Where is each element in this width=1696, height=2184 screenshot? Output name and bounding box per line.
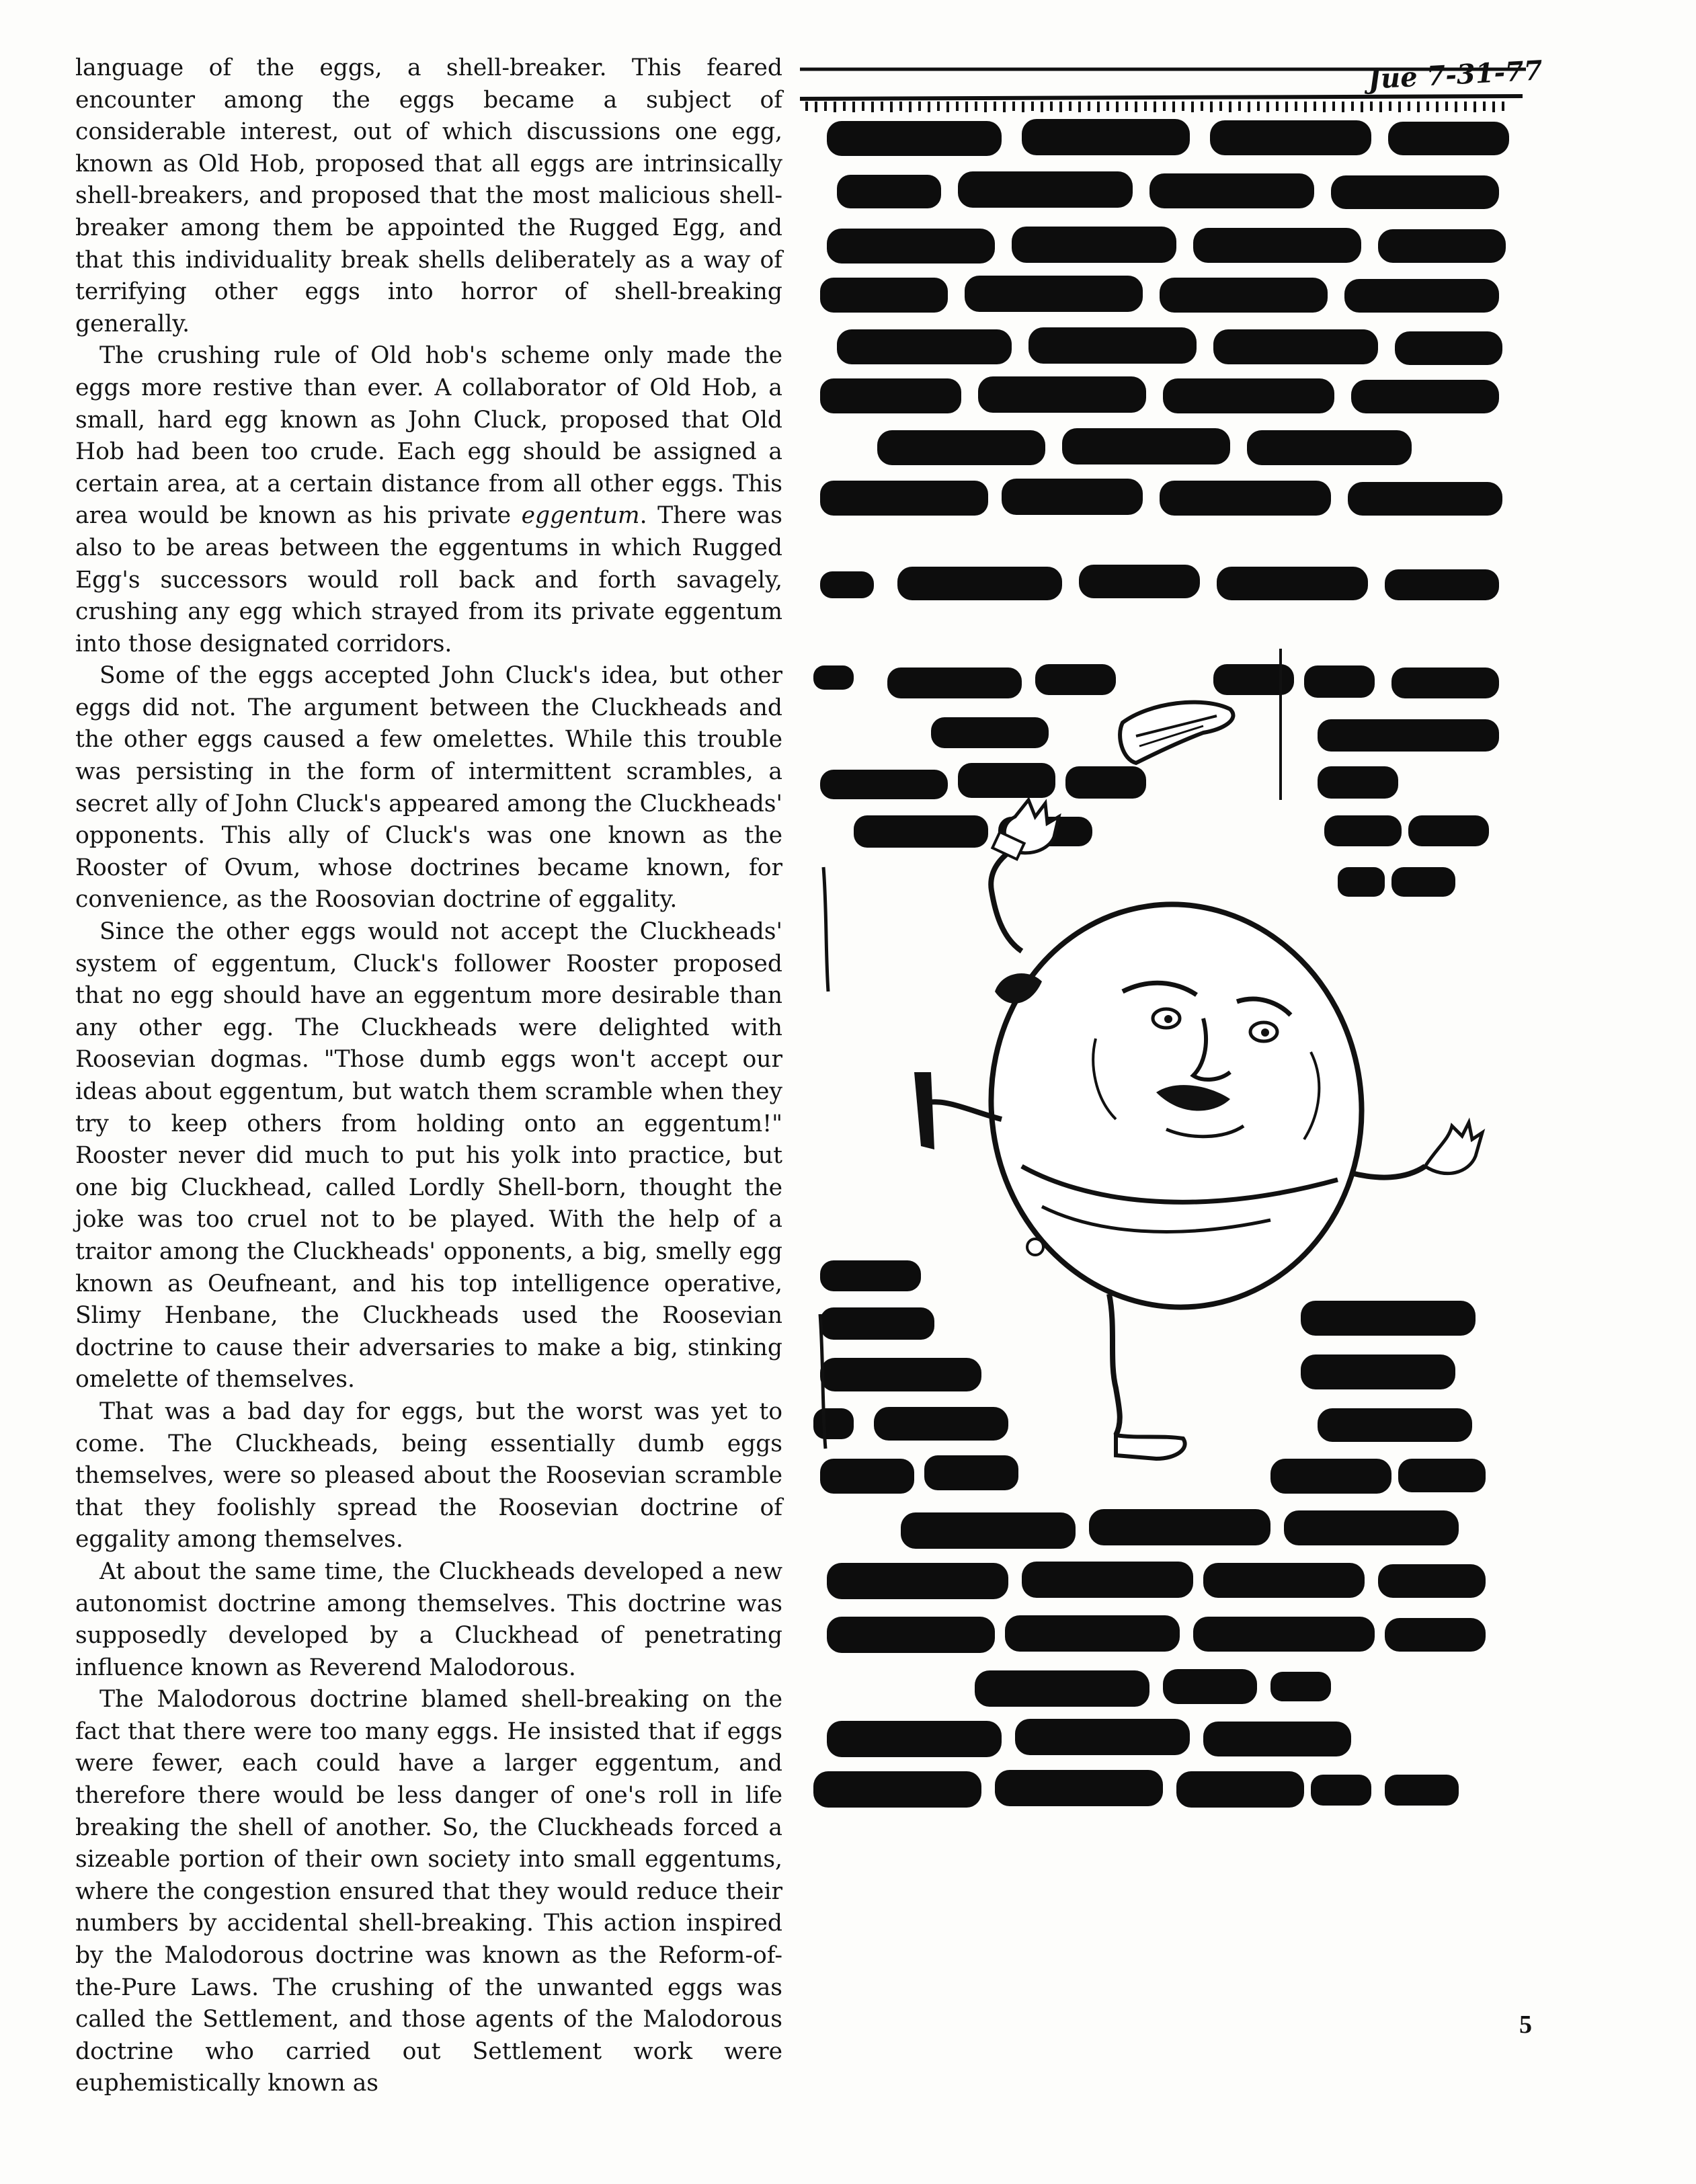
date-mark: Jue 7-31-77	[1367, 54, 1543, 95]
paragraph-2-part-1: The crushing rule of Old hob's scheme only made the eggs more restive than ever. A collaborator of Old Hob, a small, hard egg known as John Cluck, proposed that Old Hob had been too crude. Each egg should be assigned a certain area, at a certain distance from all other eggs.	[75, 342, 782, 497]
article-text-column	[75, 52, 782, 2100]
paragraph-3: Some of the eggs accepted John Cluck's idea, but other eggs did not. The argument between the Cluckheads and the other eggs caused a few omelettes. While this trouble was persisting in the form of intermittent scrambles, a secret ally of John Cluck's appeared among the Cluckheads' opponents. This ally of Cluck's was one known as the Rooster of Ovum, whose doctrines became known, for convenience, as the Roosovian doctrine of eggality.	[75, 662, 782, 914]
wall-top-ledge	[800, 96, 1523, 112]
paragraph-5: That was a bad day for eggs, but the worst was yet to come. The Cluckheads, being essentially dumb eggs themselves, were so pleased about the Roosevian scramble that they foolishly spread the Roosevian doctrine of eggality among themselves.	[75, 1398, 782, 1553]
eggentum-term: eggentum	[521, 502, 640, 530]
page-number: 5	[1519, 2011, 1532, 2039]
humpty-dumpty-wall-illustration	[800, 64, 1526, 2070]
paragraph-2-part-2: This area would be known as his private	[75, 470, 782, 530]
paragraph-1: language of the eggs, a shell-breaker. This feared encounter among the eggs became a subject of considerable interest, out of which discussions one egg, known as Old Hob, proposed that all eggs are intrinsically shell-breakers, and proposed that the most malicious shell-breaker among them be appointed the Rugged Egg, and that this individuality break shells deliberately as a way of terrifying other eggs into horror of shell-breaking generally.	[75, 54, 782, 337]
paragraph-2-part-3: . There was also to be areas between the eggentums in which Rugged Egg's successors would roll back and forth savagely, crushing any egg which strayed from its private eggentum into those designated corridors.	[75, 502, 782, 657]
falling-shoe-icon	[1120, 702, 1233, 763]
paragraph-6: At about the same time, the Cluckheads developed a new autonomist doctrine among themselves. This doctrine was supposedly developed by a Cluckhead of penetrating influence known as Reverend Malodorous.	[75, 1558, 782, 1681]
paragraph-7: The Malodorous doctrine blamed shell-breaking on the fact that there were too many eggs. He insisted that if eggs were fewer, each could have a larger eggentum, and therefore there would be less danger of one's roll in life breaking the shell of another. So, the Cluckheads forced a sizeable portion of their own society into small eggentums, where the congestion ensured that they would reduce their numbers by accidental shell-breaking. This action inspired by the Malodorous doctrine was known as the Reform-of-the-Pure Laws. The crushing of the unwanted eggs was called the Settlement, and those agents of the Malodorous doctrine who carried out Settlement work were euphemistically known as	[75, 1686, 782, 2097]
paragraph-4: Since the other eggs would not accept the Cluckheads' system of eggentum, Cluck's follower Rooster proposed that no egg should have an eggentum more desirable than any other egg. The Cluckheads were delighted with Roosevian dogmas. "Those dumb eggs won't accept our ideas about eggentum, but watch them scramble when they try to keep others from holding onto an eggentum!" Rooster never did much to put his yolk into practice, but one big Cluckhead, called Lordly Shell-born, thought the joke was too cruel not to be played. With the help of a traitor among the Cluckheads' opponents, a big, smelly egg known as Oeufneant, and his top intelligence operative, Slimy Henbane, the Cluckheads used the Roosevian doctrine to cause their adversaries to make a big, stinking omelette of themselves.	[75, 918, 782, 1393]
paragraph-2	[75, 340, 782, 660]
